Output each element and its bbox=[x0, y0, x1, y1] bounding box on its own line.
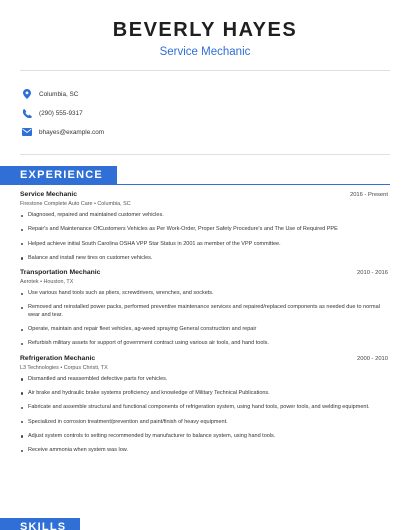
skills-heading: SKILLS bbox=[0, 518, 80, 530]
list-item: Removed and reinstalled power packs, performed preventive maintenance services and repaired/replaced components as needed due to normal wear and tear. bbox=[20, 304, 388, 319]
list-item: Receive ammonia when system was low. bbox=[20, 447, 388, 454]
resume-header bbox=[0, 0, 410, 59]
job-company: Aerotek • Houston, TX bbox=[20, 279, 74, 286]
list-item: Repair's and Maintenance OfCustomers Vehicles as Per Work-Order, Proper Safety Procedure's and The Use of Required PPE bbox=[20, 226, 388, 233]
contact-location-text: Columbia, SC bbox=[39, 90, 79, 98]
list-item: Adjust system controls to setting recommended by manufacturer to balance system, using hand tools. bbox=[20, 433, 388, 440]
location-pin-icon bbox=[22, 89, 32, 99]
experience-heading: EXPERIENCE bbox=[0, 166, 117, 184]
job-header bbox=[20, 191, 388, 198]
job-title: Refrigeration Mechanic bbox=[20, 354, 96, 362]
contact-email-text: bhayes@example.com bbox=[39, 128, 105, 136]
job-3 bbox=[0, 355, 410, 455]
job-bullets bbox=[20, 290, 388, 347]
experience-rule bbox=[0, 184, 390, 185]
job-2 bbox=[0, 269, 410, 347]
job-1 bbox=[0, 191, 410, 262]
list-item: Diagnosed, repaired and maintained customer vehicles. bbox=[20, 212, 388, 219]
candidate-title: Service Mechanic bbox=[159, 46, 251, 58]
job-title: Transportation Mechanic bbox=[20, 269, 101, 277]
experience-section bbox=[0, 165, 410, 454]
list-item: Operate, maintain and repair fleet vehicles, ag-weed spraying General construction and repair bbox=[20, 326, 388, 333]
job-bullets bbox=[20, 212, 388, 262]
contact-email bbox=[22, 123, 410, 141]
contact-divider bbox=[20, 154, 390, 155]
job-dates: 2016 - Present bbox=[349, 192, 388, 198]
list-item: Use various hand tools such as pliers, screwdrivers, wrenches, and sockets. bbox=[20, 290, 388, 297]
phone-icon bbox=[22, 108, 32, 118]
job-company: Firestone Complete Auto Care • Columbia, SC bbox=[20, 201, 131, 207]
list-item: Dismantled and reassembled defective parts for vehicles. bbox=[20, 376, 388, 383]
candidate-name: BEVERLY HAYES bbox=[112, 19, 298, 41]
job-title: Service Mechanic bbox=[20, 191, 78, 198]
contact-phone-text: (290) 555-9317 bbox=[39, 109, 83, 117]
email-icon bbox=[22, 127, 32, 137]
job-dates: 2010 - 2016 bbox=[357, 270, 388, 277]
list-item: Specialized in corrosion treatment/prevention and paint/finish of heavy equipment. bbox=[20, 419, 388, 426]
contact-list bbox=[0, 71, 410, 141]
list-item: Fabricate and assemble structural and functional components of refrigeration system, using hand tools, power tools, and welding equipment. bbox=[20, 404, 388, 411]
list-item: Refurbish military assets for support of government contract using various air tools, and hand tools. bbox=[20, 340, 388, 347]
skills-section bbox=[0, 517, 80, 530]
job-company: L3 Technologies • Corpus Christi, TX bbox=[20, 364, 108, 371]
job-header bbox=[20, 269, 388, 276]
job-dates: 2000 - 2010 bbox=[357, 355, 388, 362]
job-bullets bbox=[20, 376, 388, 455]
list-item: Air brake and hydraulic brake systems proficiency and knowledge of Military Technical Publications. bbox=[20, 390, 388, 397]
contact-phone bbox=[22, 104, 410, 122]
list-item: Helped achieve initial South Carolina OSHA VPP Star Status in 2001 as member of the VPP committee. bbox=[20, 241, 388, 248]
contact-location bbox=[22, 85, 410, 103]
job-header bbox=[20, 355, 388, 362]
list-item: Balance and install new tires on customer vehicles. bbox=[20, 255, 388, 262]
